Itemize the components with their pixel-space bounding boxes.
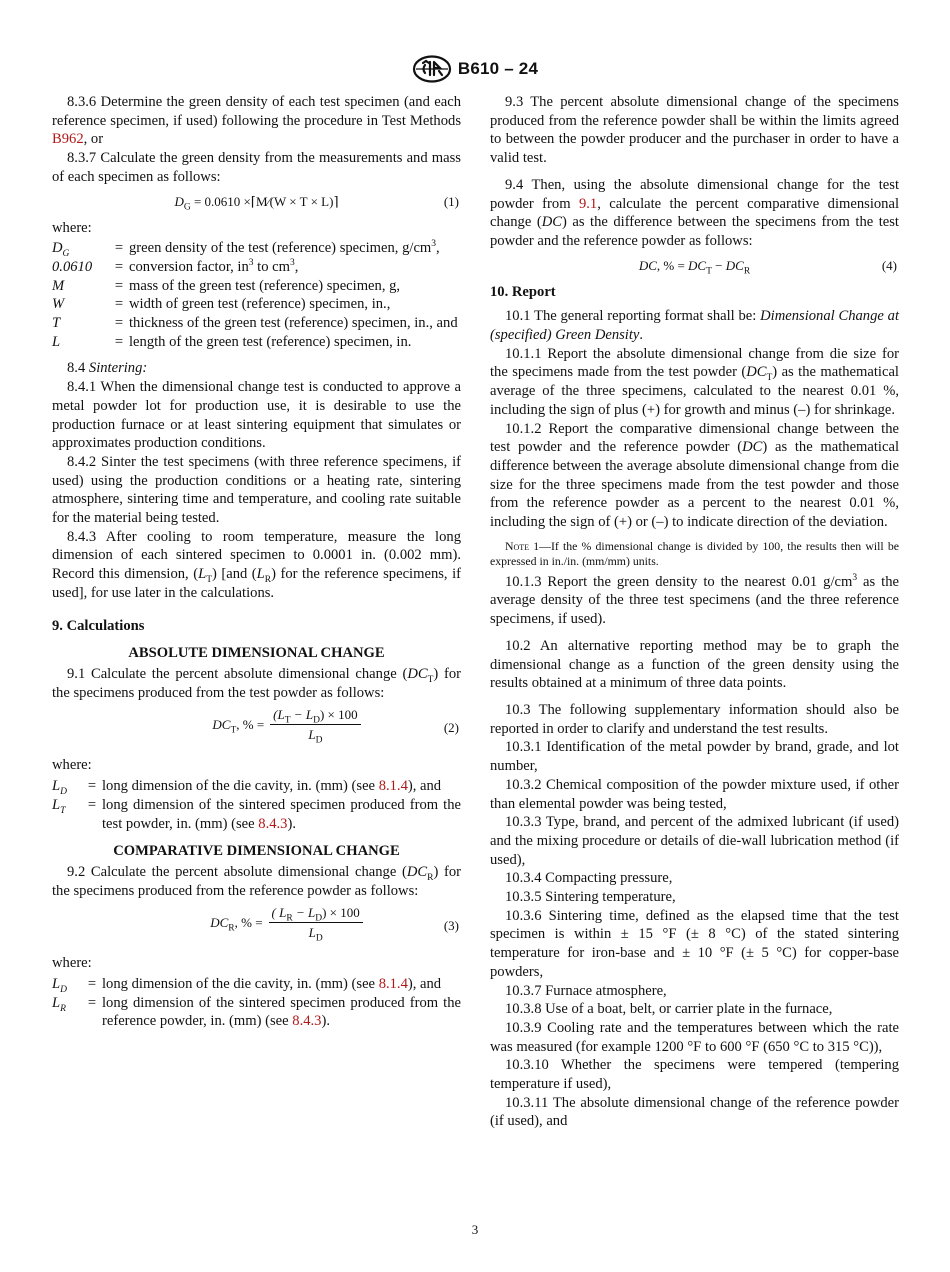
where-label: where: xyxy=(52,757,92,774)
equation-number: (4) xyxy=(881,257,897,273)
equation-number: (1) xyxy=(443,193,459,209)
paragraph-9-1: 9.1 Calculate the percent absolute dimensional change $(DC_T)$ for the specimens produced from the test powder as follows: xyxy=(52,665,462,701)
reference-link-8-1-4[interactable]: 8.1.4 xyxy=(378,976,408,993)
variable-definitions-2 xyxy=(52,777,461,833)
reference-link-9-1[interactable]: 9.1 xyxy=(578,195,598,212)
equation-2: $DC_T$, % = $\frac{(L_T - L_D) \times 100}{L_D}$ (2) xyxy=(212,707,459,746)
equation-3: $DC_R$, % = $\frac{( L_R - L_D) \times 100}{L_D}$ (3) xyxy=(210,905,459,944)
paragraph-8-4-1: 8.4.1 When the dimensional change test is conducted to approve a metal powder lot for production use, it is desirable to use the production furnace or at least sintering equipment that simulates or approximates production conditions. xyxy=(52,379,461,452)
definition-row: $D_G$ = green density of the test (reference) specimen, $g/cm^3$, xyxy=(52,239,440,260)
paragraph-10-3-7: 10.3.7 Furnace atmosphere, xyxy=(505,982,667,999)
astm-logo-icon xyxy=(412,55,452,83)
equation-number: (3) xyxy=(443,918,459,934)
paragraph-10-1-1: 10.1.1 Report the absolute dimensional change from die size for the specimens made from the test powder $(DC_T)$ as the mathematical average of the three specimens, calculated to the nearest 0.01 %, including the sign of plus (+) for growth and minus (–) for shrinkage. xyxy=(490,345,899,418)
where-label: where: xyxy=(52,955,92,972)
definition-row: $L_D$ = long dimension of the die cavity, in. (mm) (see 8.1.4), and xyxy=(52,976,442,995)
paragraph-10-3-2: 10.3.2 Chemical composition of the powder mixture used, if other than elemental powder was being tested, xyxy=(490,776,899,812)
paragraph-10-3-3: 10.3.3 Type, brand, and percent of the admixed lubricant (if used) and the mixing procedure or details of die-wall lubrication method (if used), xyxy=(490,814,899,868)
paragraph-8-3-6: 8.3.6 Determine the green density of each test specimen (and each reference specimen, if used) following the procedure in Test Methods B962, or xyxy=(52,94,461,148)
variable-definitions-1 xyxy=(52,239,461,351)
paragraph-10-3-8: 10.3.8 Use of a boat, belt, or carrier plate in the furnace, xyxy=(505,1001,833,1018)
paragraph-9-2: 9.2 Calculate the percent absolute dimensional change $(DC_R)$ for the specimens produced from the reference powder as follows: xyxy=(52,863,461,899)
definition-row: $L_D$ = long dimension of the die cavity, in. (mm) (see 8.1.4), and xyxy=(52,778,442,797)
paragraph-9-3: 9.3 The percent absolute dimensional change of the specimens produced from the reference powder shall be within the limits agreed to between the powder producer and the purchaser in order to have a valid test. xyxy=(490,94,899,167)
paragraph-10-1-2: 10.1.2 Report the comparative dimensional change between the test powder and the reference powder (DC) as the mathematical difference between the average absolute dimensional change from die size for the three specimens made from the test powder and those from the reference powder as a percent to the nearest 0.01 %, including the sign of (+) or (–) to indicate direction of the deviation. xyxy=(490,420,900,531)
paragraph-8-3-7: 8.3.7 Calculate the green density from the measurements and mass of each specimen as follows: xyxy=(52,150,461,185)
paragraph-10-3-11: 10.3.11 The absolute dimensional change of the reference powder (if used), and xyxy=(490,1094,899,1130)
page-number: 3 xyxy=(471,1222,479,1237)
equation-1: $D_G = 0.0610$ ×⌈M⁄(W × T × L)⌉ (1) xyxy=(52,191,461,213)
equation-4: DC, % = $DC_T - DC_R$ (4) xyxy=(490,255,899,277)
paragraph-10-3-6: 10.3.6 Sintering time, defined as the elapsed time that the test specimen is within ± 15 °F (± 8 °C) of the stated sintering temperature for iron-base and ± 10 °F (± 5 °C) for copper-base powders, xyxy=(490,907,899,980)
paragraph-10-3-5: 10.3.5 Sintering temperature, xyxy=(505,889,676,906)
paragraph-10-3-10: 10.3.10 Whether the specimens were tempered (tempering temperature if used), xyxy=(490,1057,899,1093)
paragraph-8-4-2: 8.4.2 Sinter the test specimens (with three reference specimens, if used) using the production conditions or a heating rate, sintering atmosphere, sintering time and temperature, and cooling rate suitable for the material being tested. xyxy=(52,453,461,527)
definition-row: L = length of the green test (reference) specimen, in. xyxy=(52,333,412,350)
section-heading-9: 9. Calculations xyxy=(52,617,145,634)
paragraph-10-3-9: 10.3.9 Cooling rate and the temperatures between which the rate was measured (for example 1200 °F to 600 °F (650 °C to 315 °C)), xyxy=(490,1019,899,1055)
paragraph-10-1-3: 10.1.3 Report the green density to the nearest 0.01 $g/cm^3$ as the average density of the three test specimens (and the three reference specimens, if used). xyxy=(490,572,899,628)
reference-link-8-4-3[interactable]: 8.4.3 xyxy=(258,815,288,832)
section-heading-10: 10. Report xyxy=(490,283,556,300)
reference-link-b962[interactable]: B962 xyxy=(52,131,84,148)
variable-definitions-3 xyxy=(52,975,461,1031)
paragraph-10-2: 10.2 An alternative reporting method may be to graph the dimensional change as a function of the green density using the results obtained at a minimum of three data points. xyxy=(490,637,899,692)
paragraph-9-4: 9.4 Then, using the absolute dimensional change for the test powder from 9.1, calculate the percent comparative dimensional change (DC) as the difference between the specimens from the test powder and the reference powder as follows: xyxy=(490,176,900,249)
paragraph-8-4: 8.4 Sintering: xyxy=(67,360,148,377)
right-column xyxy=(490,93,899,1131)
paragraph-8-4-3: 8.4.3 After cooling to room temperature, measure the long dimension of each sintered specimen to 0.0001 in. (0.002 mm). Record this dimension, $(L_T)$ [and $(L_R)$ for the reference specimens, if used], for use later in the calculations. xyxy=(52,528,461,601)
paragraph-10-3-4: 10.3.4 Compacting pressure, xyxy=(505,870,673,887)
subheading-absolute: ABSOLUTE DIMENSIONAL CHANGE xyxy=(128,645,385,662)
reference-link-8-4-3[interactable]: 8.4.3 xyxy=(292,1013,322,1030)
definition-row: $L_R$ = long dimension of the sintered specimen produced from the reference powder, in. (mm) (see 8.4.3). xyxy=(52,994,461,1030)
definition-row: $L_T$ = long dimension of the sintered specimen produced from the test powder, in. (mm) (see 8.4.3). xyxy=(52,796,461,832)
paragraph-10-3: 10.3 The following supplementary information should also be reported in order to clarify and understand the test results. xyxy=(490,701,899,737)
definition-row: T = thickness of the green test (reference) specimen, in., and xyxy=(52,315,458,332)
note-1: Note 1—If the % dimensional change is divided by 100, the results then will be expressed in in./in. (mm/mm) units. xyxy=(490,538,899,569)
where-label: where: xyxy=(52,219,92,236)
document-designation: B610 – 24 xyxy=(457,58,539,78)
paragraph-10-3-1: 10.3.1 Identification of the metal powder by brand, grade, and lot number, xyxy=(490,739,899,775)
definition-row: M = mass of the green test (reference) specimen, g, xyxy=(52,277,401,294)
left-column xyxy=(52,93,461,1031)
paragraph-10-1: 10.1 The general reporting format shall be: Dimensional Change at (specified) Green Density. xyxy=(490,308,899,344)
subheading-comparative: COMPARATIVE DIMENSIONAL CHANGE xyxy=(113,843,400,860)
page-header xyxy=(0,54,950,84)
reference-link-8-1-4[interactable]: 8.1.4 xyxy=(378,778,408,795)
definition-row: W = width of green test (reference) specimen, in., xyxy=(52,296,391,313)
definition-row: 0.0610 = conversion factor, $in^3$ to $cm^3$, xyxy=(52,258,299,275)
equation-number: (2) xyxy=(443,720,459,736)
